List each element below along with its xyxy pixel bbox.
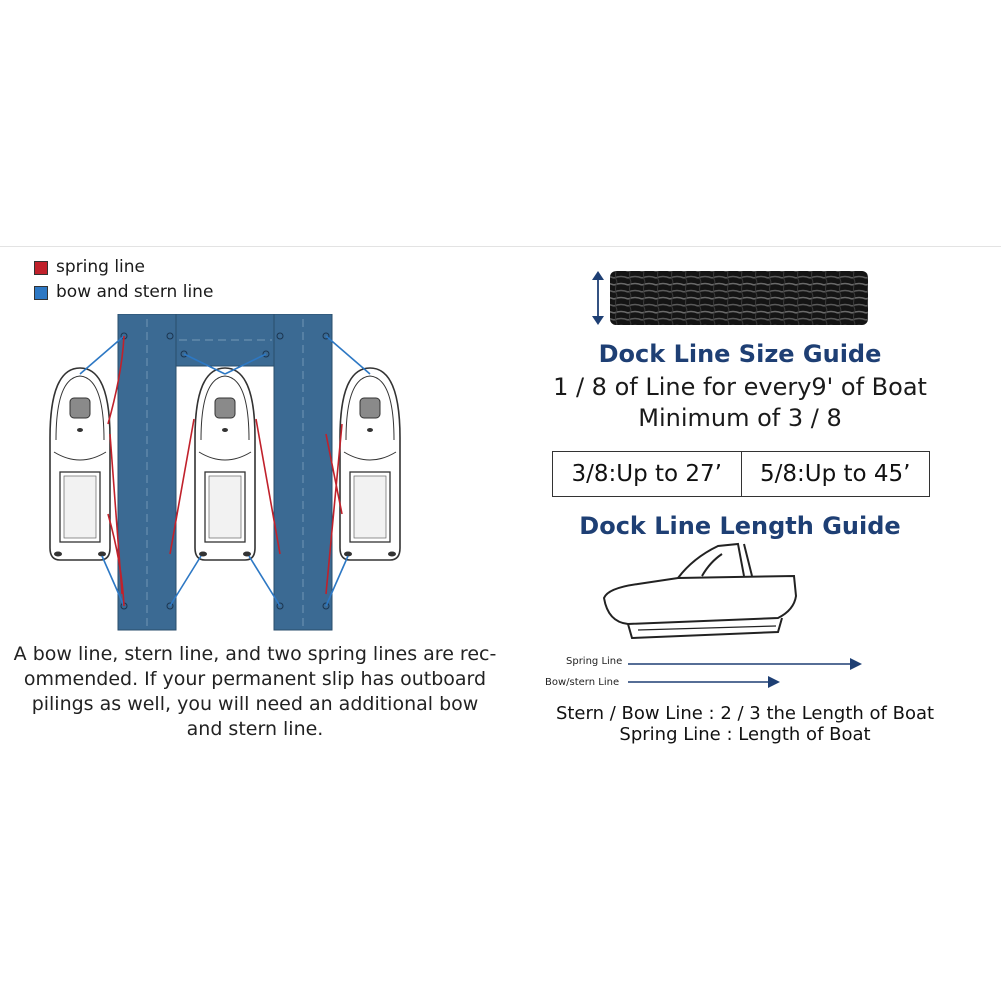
bow-stern-length-text: Stern / Bow Line : 2 / 3 the Length of Boat: [555, 703, 935, 724]
dock-walkway: [176, 314, 274, 366]
caption-line: pilings as well, you will need an additional bow: [31, 693, 479, 715]
caption-line: A bow line, stern line, and two spring lines are rec-: [13, 643, 497, 665]
size-table: [552, 451, 930, 497]
rope-illustration: [586, 268, 876, 328]
rope-image: [610, 271, 868, 325]
spring-line-label: Spring Line: [566, 656, 623, 667]
caption: [10, 642, 500, 742]
length-guide-title: Dock Line Length Guide: [579, 512, 901, 540]
legend-item-spring-line: [34, 255, 213, 280]
size-guide-title: Dock Line Size Guide: [598, 340, 882, 368]
size-cell: 3/8:Up to 27’: [571, 461, 722, 487]
spring-length-text: Spring Line : Length of Boat: [619, 724, 871, 745]
dock-finger-right: [274, 314, 332, 630]
legend: [34, 255, 213, 305]
spring-line-swatch: [34, 261, 48, 275]
legend-item-bow-stern-line: [34, 280, 213, 305]
rope-thickness-arrow: [592, 271, 604, 325]
caption-line: ommended. If your permanent slip has outboard: [23, 668, 487, 690]
section-divider: [0, 246, 1001, 247]
spring-line-arrow: [628, 658, 862, 670]
boat-center: [195, 368, 255, 560]
boat-side-illustration: [598, 538, 808, 648]
dock-finger-left: [118, 314, 176, 630]
bow-stern-line-label: Bow/stern Line: [545, 677, 620, 688]
size-guide-rule: 1 / 8 of Line for every9' of Boat: [553, 373, 927, 401]
bow-stern-line-arrow: [628, 676, 780, 688]
boat-right: [340, 368, 400, 560]
bow-stern-line-swatch: [34, 286, 48, 300]
legend-label: bow and stern line: [56, 282, 214, 302]
size-cell: 5/8:Up to 45’: [741, 452, 930, 496]
size-guide-minimum: Minimum of 3 / 8: [638, 404, 842, 432]
legend-label: spring line: [56, 257, 146, 277]
boat-left: [50, 368, 110, 560]
caption-line: and stern line.: [186, 718, 324, 740]
length-arrows: [620, 650, 870, 690]
dock-diagram: [44, 314, 414, 634]
